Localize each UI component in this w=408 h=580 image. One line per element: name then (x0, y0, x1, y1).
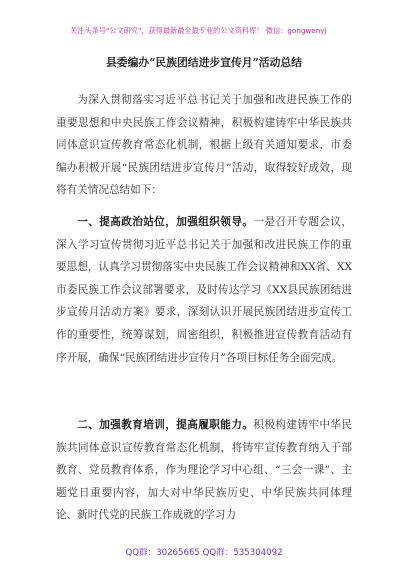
paragraph-body: 为深入贯彻落实习近平总书记关于加强和改进民族工作的重要思想和中央民族工作会议精神，积极构建铸牢中华民族共同体意识宣传教育常态化机制，根据上级有关通知要求，市委编办积极开展“民族团结进步宣传月”活动，取得较好成效，现将有关情况总结如下： (56, 94, 352, 197)
document-title: 县委编办“民族团结进步宣传月”活动总结 (106, 56, 302, 69)
intro-paragraph (56, 89, 352, 202)
paragraph-body: 积极构建铸牢中华民族共同体意识宣传教育常态化机制，将铸牢宣传教育纳入于部教育、党员教育体系，作为理论学习中心组、“三会一课”、主题党日重要内容，加大对中华民族历史、中华民族共同体理论、新时代党的民族工作成就的学习力 (56, 419, 353, 522)
paragraph-body: 一是召开专题会议，深入学习宣传贯彻习近平总书记关于加强和改进民族工作的重要思想，认真学习贯彻落实中央民族工作会议精神和XX省、XX市委民族工作会议部署要求，及时传达学习《XX县民族团结进步宣传月活动方案》要求，深刻认识开展民族团结进步宣传工作的重要性，统筹谋划，周密组织，积极推进宣传教育活动有序开展，确保“民族团结进步宣传月”各项目标任务全面完成。 (56, 216, 353, 364)
paragraph-lead: 二、加强教育培训，提高履职能力。 (77, 419, 254, 431)
section-paragraph-2 (56, 414, 352, 527)
section-paragraph-1 (56, 211, 352, 369)
paragraph-lead: 一、提高政治站位，加强组织领导。 (77, 216, 254, 228)
contact-footer: QQ群：30265665 QQ群：535304092 (125, 548, 283, 558)
promo-header: 关注头条号"公文研究"，获得最新最全最专业的公文资料库！ 微信：gongwenyj (70, 26, 327, 35)
